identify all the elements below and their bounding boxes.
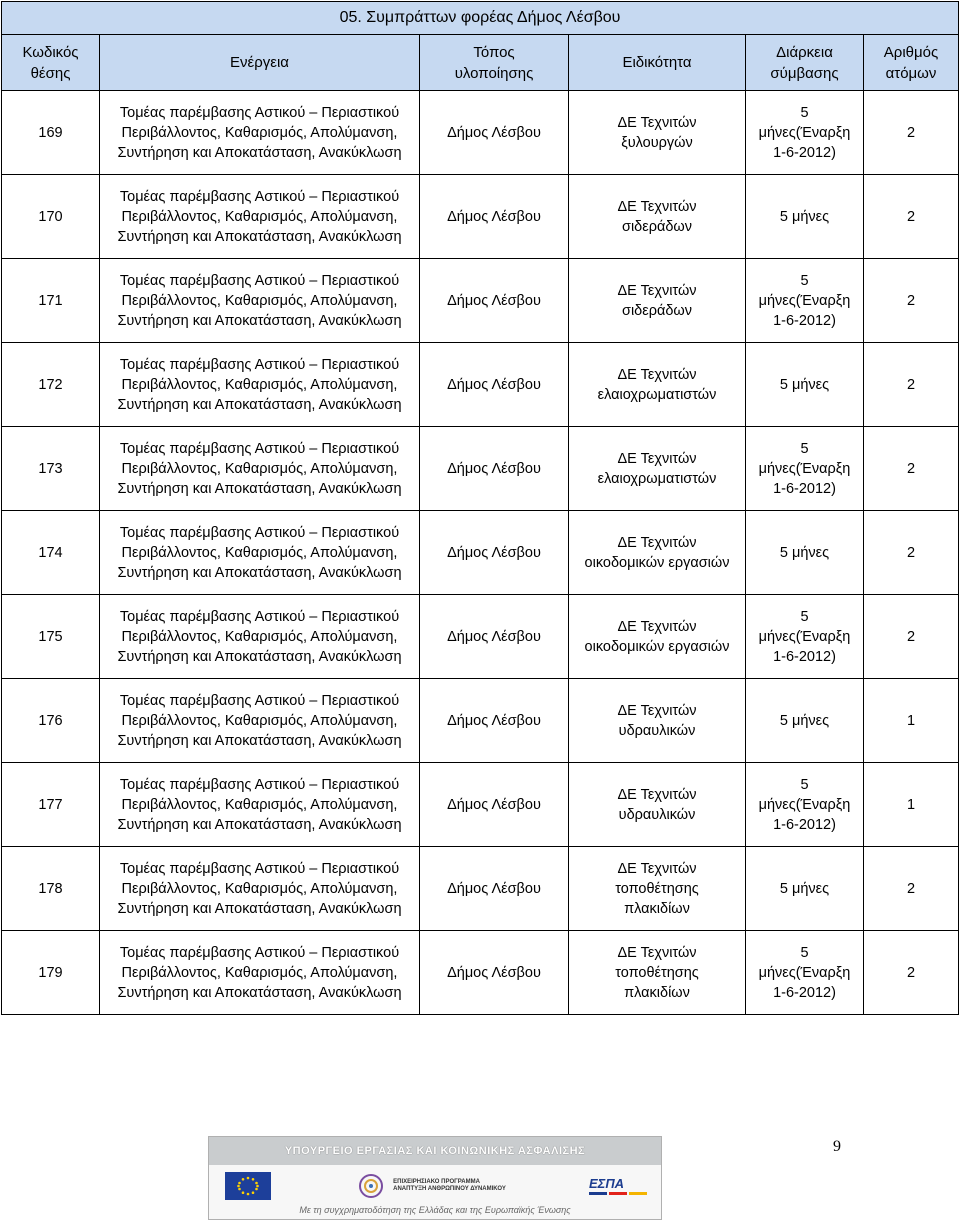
cell-code: 174 (2, 511, 100, 595)
cell-location: Δήμος Λέσβου (420, 427, 569, 511)
cell-code: 178 (2, 847, 100, 931)
cell-specialty: ΔΕ Τεχνιτών σιδεράδων (569, 259, 746, 343)
cell-duration: 5 μήνες (746, 679, 864, 763)
cell-location: Δήμος Λέσβου (420, 175, 569, 259)
table-row (2, 91, 959, 175)
cell-duration: 5 μήνες (746, 343, 864, 427)
espa-stripes (589, 1192, 647, 1195)
cell-location: Δήμος Λέσβου (420, 847, 569, 931)
cell-code: 176 (2, 679, 100, 763)
cell-specialty: ΔΕ Τεχνιτών ξυλουργών (569, 91, 746, 175)
table-row (2, 343, 959, 427)
cell-duration: 5 μήνες (746, 847, 864, 931)
cell-specialty: ΔΕ Τεχνιτών τοποθέτησης πλακιδίων (569, 847, 746, 931)
cell-activity: Τομέας παρέμβασης Αστικού – Περιαστικού Περιβάλλοντος, Καθαρισμός, Απολύμανση, Συντήρηση και Αποκατάσταση, Ανακύκλωση (100, 175, 420, 259)
cell-count: 2 (864, 511, 959, 595)
cofunding-tagline: Με τη συγχρηματοδότηση της Ελλάδας και της Ευρωπαϊκής Ένωσης (299, 1205, 571, 1215)
cell-duration: 5 μήνες(Έναρξη 1-6-2012) (746, 931, 864, 1015)
cell-duration: 5 μήνες(Έναρξη 1-6-2012) (746, 763, 864, 847)
col-header-count: Αριθμός ατόμων (864, 35, 959, 91)
col-header-location: Τόπος υλοποίησης (420, 35, 569, 91)
table-row (2, 427, 959, 511)
programme-name: ΕΠΙΧΕΙΡΗΣΙΑΚΟ ΠΡΟΓΡΑΜΜΑ ΑΝΑΠΤΥΞΗ ΑΝΘΡΩΠΙΝΟΥ ΔΥΝΑΜΙΚΟΥ (393, 1179, 506, 1192)
col-header-duration: Διάρκεια σύμβασης (746, 35, 864, 91)
cell-code: 172 (2, 343, 100, 427)
eu-flag-icon (225, 1172, 271, 1200)
cell-specialty: ΔΕ Τεχνιτών οικοδομικών εργασιών (569, 511, 746, 595)
cell-count: 2 (864, 847, 959, 931)
cell-specialty: ΔΕ Τεχνιτών τοποθέτησης πλακιδίων (569, 931, 746, 1015)
cell-code: 177 (2, 763, 100, 847)
table-row (2, 595, 959, 679)
cell-count: 2 (864, 595, 959, 679)
cell-location: Δήμος Λέσβου (420, 91, 569, 175)
cell-specialty: ΔΕ Τεχνιτών σιδεράδων (569, 175, 746, 259)
funding-footer-banner (208, 1136, 662, 1220)
cell-count: 1 (864, 763, 959, 847)
cell-activity: Τομέας παρέμβασης Αστικού – Περιαστικού Περιβάλλοντος, Καθαρισμός, Απολύμανση, Συντήρηση και Αποκατάσταση, Ανακύκλωση (100, 259, 420, 343)
table-header-row (2, 35, 959, 91)
cell-location: Δήμος Λέσβου (420, 343, 569, 427)
cell-activity: Τομέας παρέμβασης Αστικού – Περιαστικού Περιβάλλοντος, Καθαρισμός, Απολύμανση, Συντήρηση και Αποκατάσταση, Ανακύκλωση (100, 91, 420, 175)
cell-location: Δήμος Λέσβου (420, 763, 569, 847)
cell-code: 171 (2, 259, 100, 343)
cell-code: 170 (2, 175, 100, 259)
cell-specialty: ΔΕ Τεχνιτών υδραυλικών (569, 679, 746, 763)
table-row (2, 511, 959, 595)
table-row (2, 763, 959, 847)
cell-location: Δήμος Λέσβου (420, 511, 569, 595)
cell-duration: 5 μήνες(Έναρξη 1-6-2012) (746, 91, 864, 175)
programme-emblem-icon (354, 1172, 388, 1200)
ministry-band: ΥΠΟΥΡΓΕΙΟ ΕΡΓΑΣΙΑΣ ΚΑΙ ΚΟΙΝΩΝΙΚΗΣ ΑΣΦΑΛΙΣΗΣ (209, 1137, 661, 1165)
cell-location: Δήμος Λέσβου (420, 595, 569, 679)
cell-code: 173 (2, 427, 100, 511)
cell-location: Δήμος Λέσβου (420, 931, 569, 1015)
cell-count: 2 (864, 91, 959, 175)
table-row (2, 679, 959, 763)
cell-count: 2 (864, 931, 959, 1015)
cell-code: 179 (2, 931, 100, 1015)
cell-activity: Τομέας παρέμβασης Αστικού – Περιαστικού Περιβάλλοντος, Καθαρισμός, Απολύμανση, Συντήρηση και Αποκατάσταση, Ανακύκλωση (100, 847, 420, 931)
cell-activity: Τομέας παρέμβασης Αστικού – Περιαστικού Περιβάλλοντος, Καθαρισμός, Απολύμανση, Συντήρηση και Αποκατάσταση, Ανακύκλωση (100, 679, 420, 763)
page-number: 9 (833, 1138, 841, 1155)
table-row (2, 259, 959, 343)
cell-code: 175 (2, 595, 100, 679)
cell-activity: Τομέας παρέμβασης Αστικού – Περιαστικού Περιβάλλοντος, Καθαρισμός, Απολύμανση, Συντήρηση και Αποκατάσταση, Ανακύκλωση (100, 595, 420, 679)
logos-row (209, 1165, 661, 1203)
espa-logo (589, 1177, 647, 1195)
cell-count: 2 (864, 175, 959, 259)
cell-code: 169 (2, 91, 100, 175)
table-title: 05. Συμπράττων φορέας Δήμος Λέσβου (2, 2, 959, 35)
cell-count: 2 (864, 343, 959, 427)
cell-location: Δήμος Λέσβου (420, 679, 569, 763)
cell-duration: 5 μήνες (746, 175, 864, 259)
col-header-activity: Ενέργεια (100, 35, 420, 91)
cell-activity: Τομέας παρέμβασης Αστικού – Περιαστικού Περιβάλλοντος, Καθαρισμός, Απολύμανση, Συντήρηση και Αποκατάσταση, Ανακύκλωση (100, 511, 420, 595)
operational-programme-logo (354, 1172, 506, 1200)
table-row (2, 847, 959, 931)
cell-activity: Τομέας παρέμβασης Αστικού – Περιαστικού Περιβάλλοντος, Καθαρισμός, Απολύμανση, Συντήρηση και Αποκατάσταση, Ανακύκλωση (100, 763, 420, 847)
cell-duration: 5 μήνες(Έναρξη 1-6-2012) (746, 595, 864, 679)
cell-count: 2 (864, 427, 959, 511)
cell-specialty: ΔΕ Τεχνιτών υδραυλικών (569, 763, 746, 847)
col-header-code: Κωδικός θέσης (2, 35, 100, 91)
cell-duration: 5 μήνες(Έναρξη 1-6-2012) (746, 427, 864, 511)
cell-specialty: ΔΕ Τεχνιτών ελαιοχρωματιστών (569, 343, 746, 427)
cell-specialty: ΔΕ Τεχνιτών οικοδομικών εργασιών (569, 595, 746, 679)
cell-activity: Τομέας παρέμβασης Αστικού – Περιαστικού Περιβάλλοντος, Καθαρισμός, Απολύμανση, Συντήρηση και Αποκατάσταση, Ανακύκλωση (100, 343, 420, 427)
cell-count: 2 (864, 259, 959, 343)
table-row (2, 175, 959, 259)
positions-table (1, 1, 959, 1015)
table-row (2, 931, 959, 1015)
cell-location: Δήμος Λέσβου (420, 259, 569, 343)
col-header-specialty: Ειδικότητα (569, 35, 746, 91)
cell-activity: Τομέας παρέμβασης Αστικού – Περιαστικού Περιβάλλοντος, Καθαρισμός, Απολύμανση, Συντήρηση και Αποκατάσταση, Ανακύκλωση (100, 931, 420, 1015)
cell-specialty: ΔΕ Τεχνιτών ελαιοχρωματιστών (569, 427, 746, 511)
cell-duration: 5 μήνες (746, 511, 864, 595)
cell-count: 1 (864, 679, 959, 763)
espa-text: ΕΣΠΑ (588, 1176, 625, 1191)
cell-activity: Τομέας παρέμβασης Αστικού – Περιαστικού Περιβάλλοντος, Καθαρισμός, Απολύμανση, Συντήρηση και Αποκατάσταση, Ανακύκλωση (100, 427, 420, 511)
cell-duration: 5 μήνες(Έναρξη 1-6-2012) (746, 259, 864, 343)
